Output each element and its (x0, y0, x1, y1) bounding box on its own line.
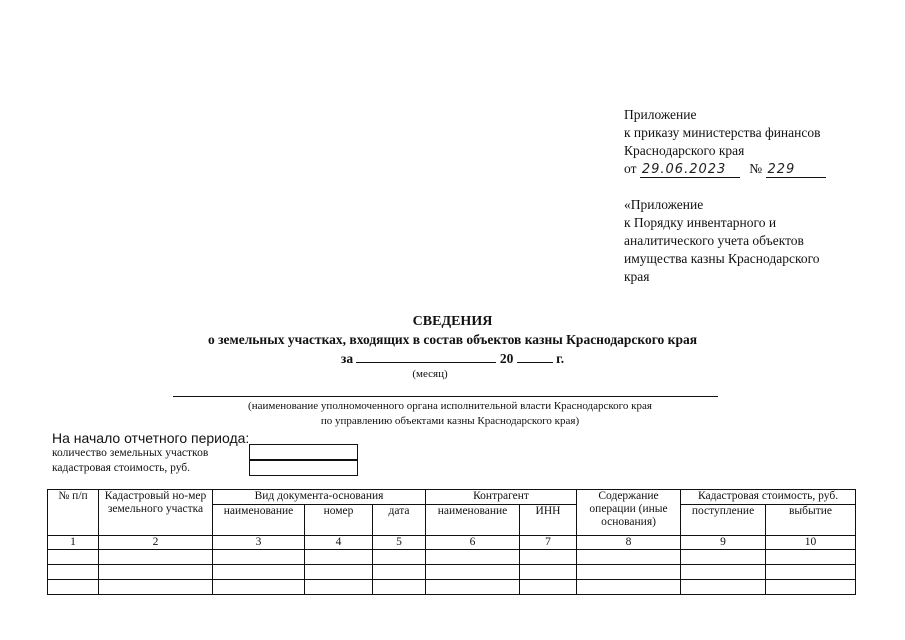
table-cell[interactable] (99, 565, 213, 580)
table-cell[interactable] (48, 580, 99, 595)
date-prefix: от (624, 161, 637, 176)
column-numbers-row (48, 536, 856, 550)
table-cell[interactable] (766, 550, 856, 565)
appendix-line: аналитического учета объектов (624, 233, 804, 248)
land-count-field[interactable] (249, 444, 358, 460)
header-counterparty-inn: ИНН (520, 505, 577, 536)
column-number: 1 (48, 536, 99, 550)
header-cadastral-number: Кадастровый но-мер земельного участка (99, 490, 213, 536)
table-row (48, 580, 856, 595)
header-document-date: дата (373, 505, 426, 536)
table-cell[interactable] (766, 580, 856, 595)
column-number: 3 (213, 536, 305, 550)
header-document-number: номер (305, 505, 373, 536)
table-cell[interactable] (305, 580, 373, 595)
header-document-group: Вид документа-основания (213, 490, 426, 505)
table-cell[interactable] (213, 580, 305, 595)
header-counterparty-name: наименование (426, 505, 520, 536)
appendix-line: края (624, 269, 650, 284)
table-cell[interactable] (681, 580, 766, 595)
handwritten-number: 229 (766, 163, 826, 178)
year-blank[interactable] (517, 350, 553, 363)
document-title: СВЕДЕНИЯ (412, 314, 493, 329)
table-cell[interactable] (373, 565, 426, 580)
table-cell[interactable] (681, 565, 766, 580)
approval-line: Приложение (624, 107, 697, 122)
table-cell[interactable] (373, 550, 426, 565)
header-document-name: наименование (213, 505, 305, 536)
organ-name-line[interactable] (173, 396, 718, 397)
column-number: 6 (426, 536, 520, 550)
appendix-line: имущества казны Краснодарского (624, 251, 820, 266)
cadastral-value-label: кадастровая стоимость, руб. (52, 462, 191, 474)
table-cell[interactable] (99, 550, 213, 565)
period-prefix: за (340, 351, 354, 366)
table-cell[interactable] (426, 565, 520, 580)
period-suffix: г. (556, 351, 565, 366)
column-number: 10 (766, 536, 856, 550)
approval-date-line (624, 160, 884, 178)
organ-note-line: (наименование уполномоченного органа исполнительной власти Краснодарского края (248, 400, 652, 412)
header-counterparty-group: Контрагент (426, 490, 577, 505)
table-cell[interactable] (577, 580, 681, 595)
approval-block (624, 106, 884, 286)
table-cell[interactable] (520, 550, 577, 565)
period-year-prefix: 20 (499, 351, 514, 366)
table-row (48, 550, 856, 565)
land-count-label: количество земельных участков (52, 447, 209, 459)
number-sign: № (749, 161, 763, 176)
reporting-period-line (0, 350, 905, 367)
table-cell[interactable] (305, 565, 373, 580)
table-cell[interactable] (48, 565, 99, 580)
table-cell[interactable] (766, 565, 856, 580)
table-cell[interactable] (577, 550, 681, 565)
appendix-line: «Приложение (624, 197, 704, 212)
table-cell[interactable] (681, 550, 766, 565)
table-cell[interactable] (426, 550, 520, 565)
document-subtitle: о земельных участках, входящих в состав объектов казны Краснодарского края (207, 332, 698, 347)
approval-line: Краснодарского края (624, 143, 745, 158)
header-cadastral-value-group: Кадастровая стоимость, руб. (681, 490, 856, 505)
cadastral-value-field[interactable] (249, 460, 358, 476)
header-value-out: выбытие (766, 505, 856, 536)
header-num: № п/п (48, 490, 99, 536)
column-number: 9 (681, 536, 766, 550)
table-cell[interactable] (305, 550, 373, 565)
column-number: 8 (577, 536, 681, 550)
table-row (48, 565, 856, 580)
table-cell[interactable] (213, 550, 305, 565)
period-start-heading: На начало отчетного периода: (52, 430, 250, 446)
approval-line: к приказу министерства финансов (624, 125, 821, 140)
column-number: 7 (520, 536, 577, 550)
table-cell[interactable] (213, 565, 305, 580)
header-value-in: поступление (681, 505, 766, 536)
table-cell[interactable] (577, 565, 681, 580)
month-blank[interactable] (356, 350, 496, 363)
table-cell[interactable] (48, 550, 99, 565)
column-number: 4 (305, 536, 373, 550)
month-note: (месяц) (412, 368, 448, 380)
handwritten-date: 29.06.2023 (640, 163, 740, 178)
column-number: 2 (99, 536, 213, 550)
table-cell[interactable] (520, 565, 577, 580)
table-cell[interactable] (520, 580, 577, 595)
header-operation-content: Содержание операции (иные основания) (577, 490, 681, 536)
appendix-line: к Порядку инвентарного и (624, 215, 777, 230)
land-plots-table (47, 489, 856, 595)
organ-note-line: по управлению объектами казны Краснодарского края) (320, 415, 580, 427)
table-cell[interactable] (99, 580, 213, 595)
table-cell[interactable] (426, 580, 520, 595)
table-cell[interactable] (373, 580, 426, 595)
column-number: 5 (373, 536, 426, 550)
